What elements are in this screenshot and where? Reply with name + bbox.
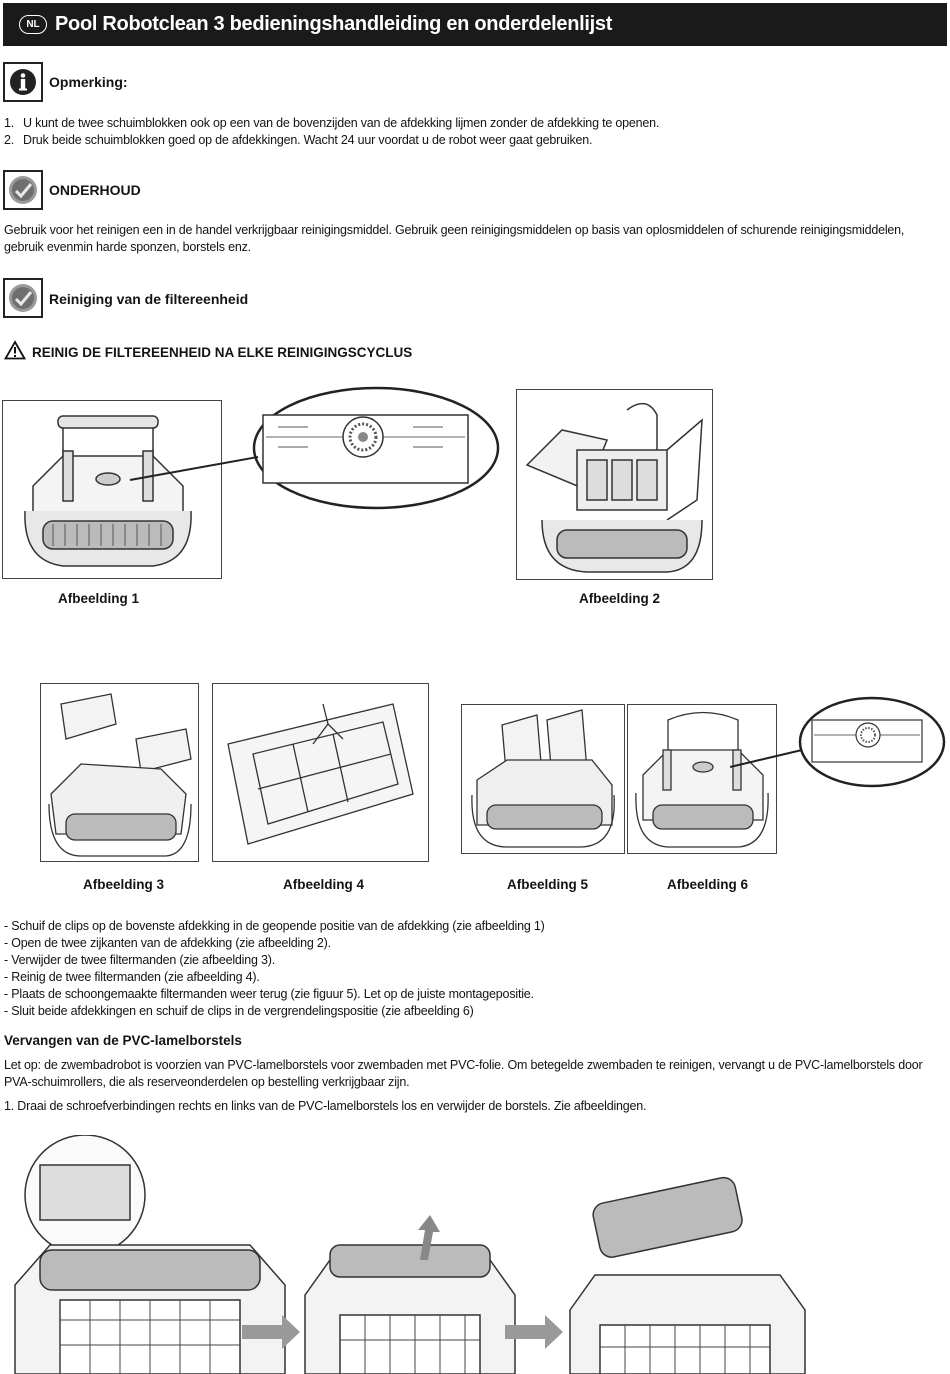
info-icon (3, 62, 43, 102)
maintenance-icon (3, 170, 43, 210)
list-item: - Sluit beide afdekkingen en schuif de clips in de vergrendelingspositie (zie afbeelding 6) (4, 1004, 474, 1018)
figure-6-caption: Afbeelding 6 (667, 877, 749, 892)
zoom-callout (118, 385, 508, 515)
figure-2-caption: Afbeelding 2 (579, 591, 661, 606)
warning-triangle-icon (4, 340, 26, 365)
list-item: - Schuif de clips op de bovenste afdekking in de geopende positie van de afdekking (zie afbeelding 1) (4, 919, 545, 933)
maintenance-heading: ONDERHOUD (49, 182, 141, 198)
zoom-callout (700, 695, 948, 795)
list-item: 2. Druk beide schuimblokken goed op de afdekkingen. Wacht 24 uur voordat u de robot weer gaat gebruiken. (4, 133, 593, 147)
figure-3-caption: Afbeelding 3 (83, 877, 165, 892)
step-list (4, 918, 904, 1020)
page-title: Pool Robotclean 3 bedieningshandleiding en onderdelenlijst (55, 13, 613, 35)
figure-4-caption: Afbeelding 4 (283, 877, 365, 892)
list-item: - Open de twee zijkanten van de afdekking (zie afbeelding 2). (4, 936, 331, 950)
pvc-heading: Vervangen van de PVC-lamelborstels (4, 1033, 242, 1048)
figure-2-image (516, 389, 713, 580)
figure-5-image (461, 704, 625, 854)
language-badge: NL (19, 15, 47, 34)
page-header (3, 3, 947, 46)
brush-removal-image (0, 1135, 950, 1374)
note-list (4, 115, 904, 149)
maintenance-text: Gebruik voor het reinigen een in de handel verkrijgbaar reinigingsmiddel. Gebruik geen reinigingsmiddelen op basis van oplosmiddelen of schurende reinigingsmiddelen, gebruik evenmin harde sponzen, borstels enz. (4, 223, 905, 254)
pvc-step-1: 1. Draai de schroefverbindingen rechts en links van de PVC-lamelborstels los en verwijder de borstels. Zie afbeeldingen. (4, 1099, 647, 1113)
warning-text: REINIG DE FILTEREENHEID NA ELKE REINIGINGSCYCLUS (32, 345, 413, 360)
maintenance-icon (3, 278, 43, 318)
list-item: - Verwijder de twee filtermanden (zie afbeelding 3). (4, 953, 275, 967)
list-item: - Plaats de schoongemaakte filtermanden weer terug (zie figuur 5). Let op de juiste montagepositie. (4, 987, 534, 1001)
list-item: 1. U kunt de twee schuimblokken ook op een van de bovenzijden van de afdekking lijmen zonder de afdekking te openen. (4, 116, 660, 130)
figure-1-caption: Afbeelding 1 (58, 591, 140, 606)
figure-3-image (40, 683, 199, 862)
figure-5-caption: Afbeelding 5 (507, 877, 589, 892)
list-item: - Reinig de twee filtermanden (zie afbeelding 4). (4, 970, 260, 984)
pvc-text: Let op: de zwembadrobot is voorzien van PVC-lamelborstels voor zwembaden met PVC-folie. Om betegelde zwembaden te reinigen, vervangt u de PVC-lamelborstels door PVA-schuimrollers, die als reserveonderdelen op bestelling verkrijgbaar zijn. (4, 1058, 923, 1089)
note-heading: Opmerking: (49, 74, 128, 90)
figure-4-image (212, 683, 429, 862)
filter-heading: Reiniging van de filtereenheid (49, 291, 249, 307)
